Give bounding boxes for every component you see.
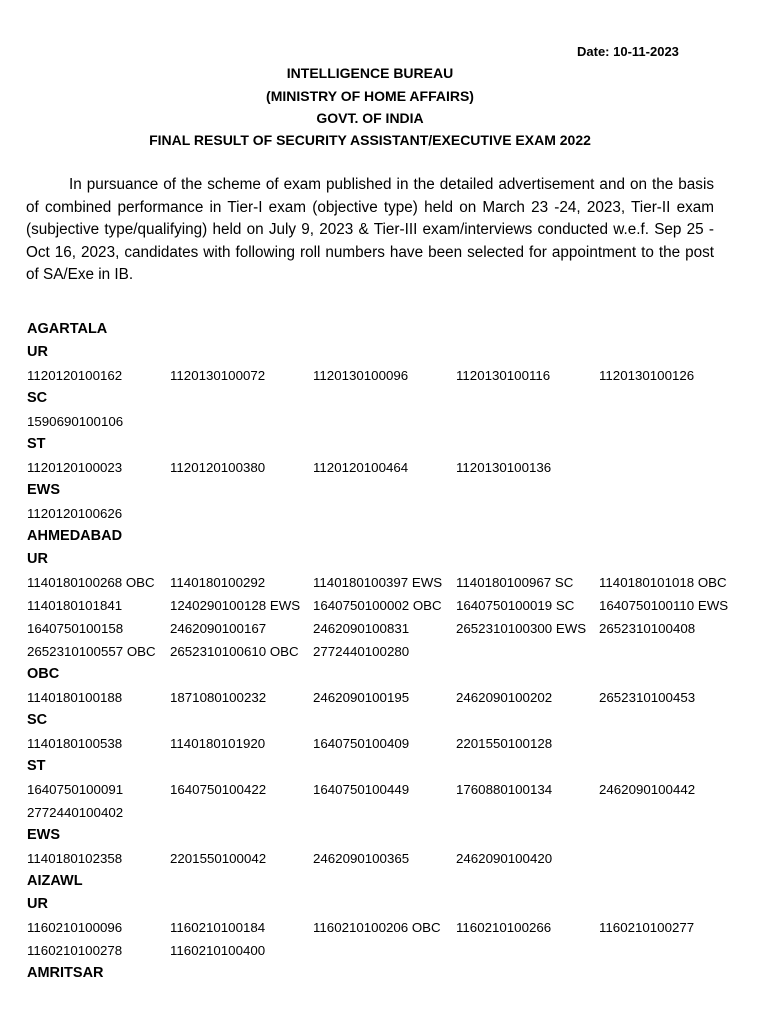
roll-number-row xyxy=(27,732,768,755)
roll-number-row xyxy=(27,939,768,962)
roll-number: 1140180100397 EWS xyxy=(313,575,443,590)
intro-paragraph xyxy=(26,174,714,287)
org-title: INTELLIGENCE BUREAU xyxy=(286,65,454,81)
roll-number-row xyxy=(27,778,768,801)
roll-number-row xyxy=(27,686,768,709)
category-heading: UR xyxy=(27,896,48,912)
roll-number: 2652310100557 OBC xyxy=(27,644,156,659)
roll-number-row xyxy=(27,364,768,387)
roll-number: 1640750100091 xyxy=(27,782,124,797)
roll-number: 1140180100967 SC xyxy=(456,575,574,590)
roll-number-row xyxy=(27,801,768,824)
roll-number: 1120120100380 xyxy=(170,460,266,475)
roll-number-row xyxy=(27,847,768,870)
result-title: FINAL RESULT OF SECURITY ASSISTANT/EXECUTIVE EXAM 2022 xyxy=(149,132,591,148)
roll-number: 1140180100538 xyxy=(27,736,123,751)
roll-number: 2652310100453 xyxy=(599,690,696,705)
roll-number: 2462090100442 xyxy=(599,782,696,797)
roll-number-row xyxy=(27,916,768,939)
document-date: Date: 10-11-2023 xyxy=(577,44,679,59)
roll-number: 1590690100106 xyxy=(27,414,124,429)
roll-number: 1160210100277 xyxy=(599,920,695,935)
category-heading: UR xyxy=(27,551,48,567)
category-heading: OBC xyxy=(27,666,60,682)
roll-number: 1871080100232 xyxy=(170,690,267,705)
roll-number: 1120130100126 xyxy=(599,368,695,383)
roll-number: 1140180102358 xyxy=(27,851,123,866)
roll-number: 1160210100400 xyxy=(170,943,266,958)
roll-number: 2462090100365 xyxy=(313,851,410,866)
roll-number: 1120130100136 xyxy=(456,460,552,475)
category-heading: SC xyxy=(27,390,48,406)
roll-number: 2462090100167 xyxy=(170,621,267,636)
category-heading: EWS xyxy=(27,482,61,498)
category-heading: SC xyxy=(27,712,48,728)
roll-number: 1160210100184 xyxy=(170,920,266,935)
roll-number-row xyxy=(27,502,768,525)
roll-number: 1640750100449 xyxy=(313,782,410,797)
roll-number-row xyxy=(27,617,768,640)
roll-number: 1120130100072 xyxy=(170,368,266,383)
roll-number: 2772440100280 xyxy=(313,644,410,659)
roll-number-row xyxy=(27,571,768,594)
roll-number: 2201550100042 xyxy=(170,851,267,866)
roll-number-row xyxy=(27,456,768,479)
roll-number: 1140180101018 OBC xyxy=(599,575,727,590)
roll-number: 1140180100188 xyxy=(27,690,123,705)
roll-number: 2652310100408 xyxy=(599,621,696,636)
region-heading: AGARTALA xyxy=(27,321,108,337)
region-heading: AMRITSAR xyxy=(27,965,104,981)
roll-number: 1120120100023 xyxy=(27,460,123,475)
roll-number-row xyxy=(27,594,768,617)
roll-number: 1140180100292 xyxy=(170,575,266,590)
roll-number: 2652310100300 EWS xyxy=(456,621,587,636)
roll-number: 1760880100134 xyxy=(456,782,553,797)
roll-number-row xyxy=(27,640,768,663)
roll-number: 2772440100402 xyxy=(27,805,124,820)
region-heading: AHMEDABAD xyxy=(27,528,123,544)
roll-number: 1640750100158 xyxy=(27,621,124,636)
roll-number: 1240290100128 EWS xyxy=(170,598,301,613)
roll-number: 1160210100206 OBC xyxy=(313,920,441,935)
region-heading: AIZAWL xyxy=(27,873,83,889)
roll-number: 1120120100626 xyxy=(27,506,123,521)
roll-number: 1160210100266 xyxy=(456,920,552,935)
roll-number: 1120120100464 xyxy=(313,460,409,475)
roll-number: 1140180101920 xyxy=(170,736,266,751)
roll-number: 1140180100268 OBC xyxy=(27,575,155,590)
roll-number: 1640750100409 xyxy=(313,736,410,751)
intro-text: In pursuance of the scheme of exam published in the detailed advertisement and on the basis of combined performance in Tier-I exam (objective type) held on March 23 -24, 2023, Tier-II exam (subjective type/qualifying) held on July 9, 2023 & Tier-III exam/interviews conducted w.e.f. Sep 25 - Oct 16, 2023, candidates with following roll numbers have been selected for appointment to the post of SA/Exe in IB. xyxy=(26,176,714,284)
category-heading: EWS xyxy=(27,827,61,843)
category-heading: ST xyxy=(27,436,46,452)
roll-number: 1640750100422 xyxy=(170,782,267,797)
roll-number: 1640750100110 EWS xyxy=(599,598,729,613)
roll-number: 2462090100831 xyxy=(313,621,410,636)
roll-number: 1120130100096 xyxy=(313,368,409,383)
roll-number: 1160210100278 xyxy=(27,943,123,958)
roll-number: 1140180101841 xyxy=(27,598,123,613)
govt-title: GOVT. OF INDIA xyxy=(316,110,424,126)
ministry-title: (MINISTRY OF HOME AFFAIRS) xyxy=(266,88,474,104)
roll-number: 2201550100128 xyxy=(456,736,553,751)
category-heading: UR xyxy=(27,344,48,360)
roll-number: 2462090100202 xyxy=(456,690,553,705)
roll-number: 1640750100019 SC xyxy=(456,598,575,613)
roll-number: 1120120100162 xyxy=(27,368,123,383)
roll-number-row xyxy=(27,410,768,433)
category-heading: ST xyxy=(27,758,46,774)
roll-number: 1160210100096 xyxy=(27,920,123,935)
roll-number: 1640750100002 OBC xyxy=(313,598,442,613)
results-list xyxy=(27,318,768,985)
roll-number: 2462090100195 xyxy=(313,690,410,705)
roll-number: 2652310100610 OBC xyxy=(170,644,299,659)
roll-number: 2462090100420 xyxy=(456,851,553,866)
roll-number: 1120130100116 xyxy=(456,368,551,383)
